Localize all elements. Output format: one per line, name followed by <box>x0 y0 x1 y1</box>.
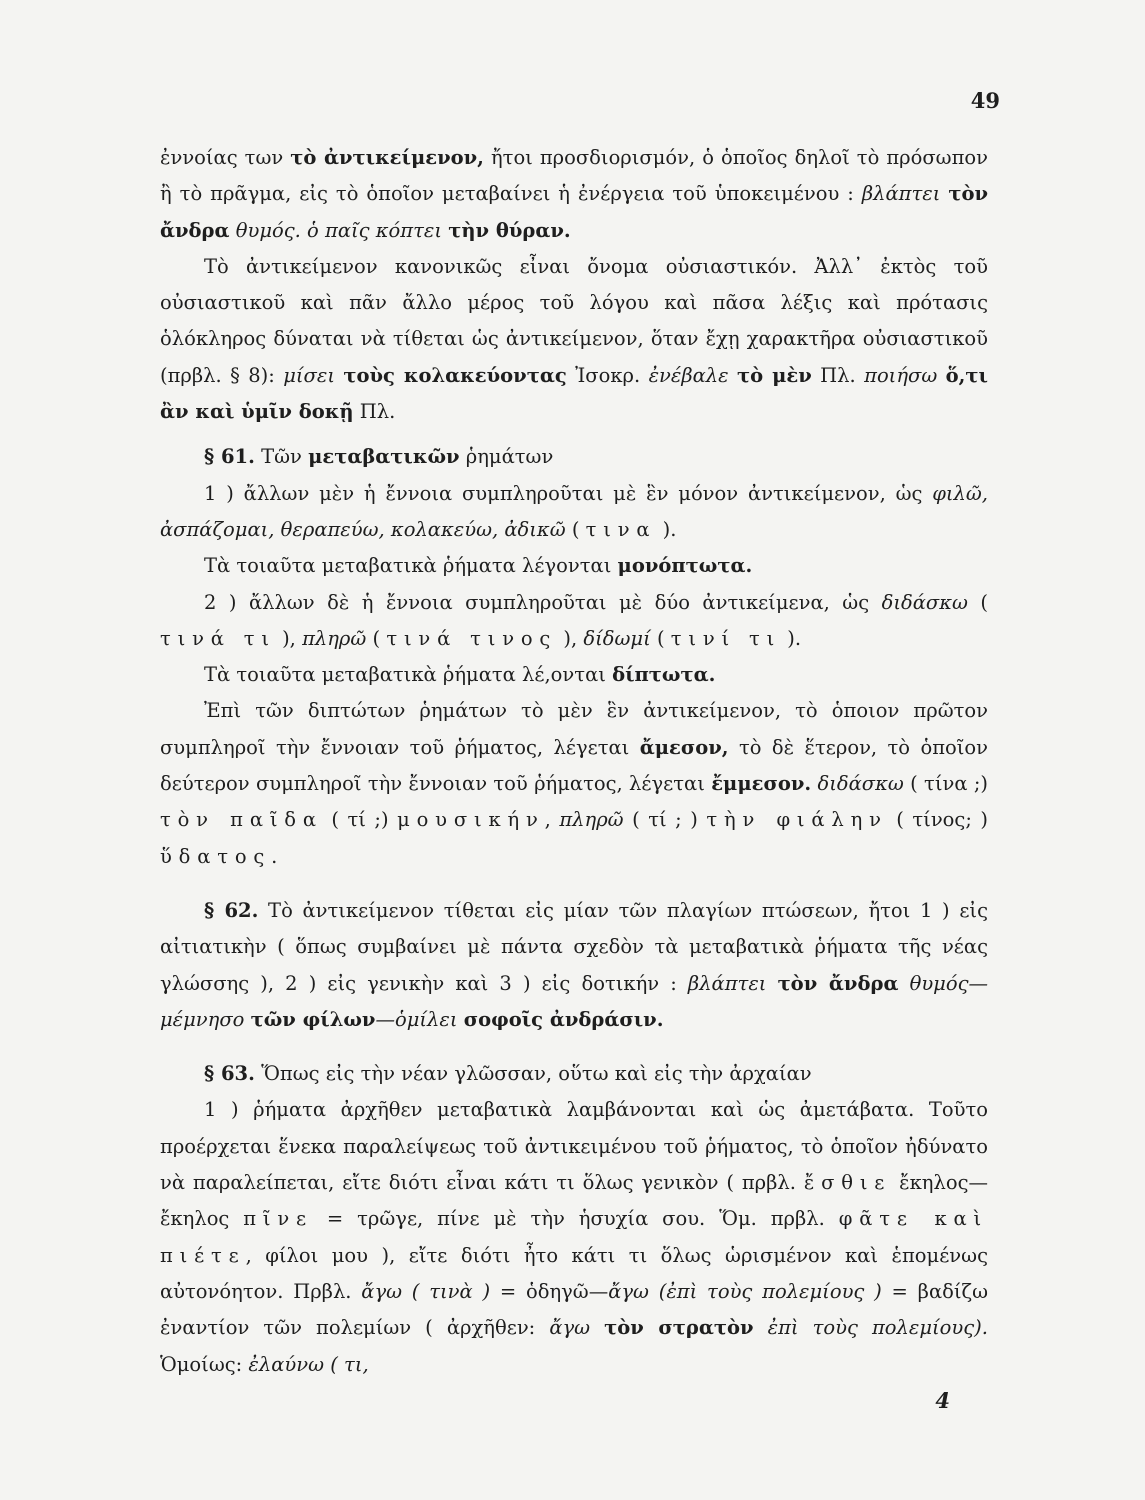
text-run: ( <box>650 626 671 650</box>
paragraph <box>160 657 988 693</box>
bold-text: τὸν ἄνδρα <box>777 971 899 995</box>
bold-text: ἄμεσον, <box>639 735 729 759</box>
text-run: Ὁμοίως: <box>160 1352 249 1376</box>
text-run: ῥημάτων <box>459 445 554 469</box>
italic-text: βλάπτει <box>861 182 941 206</box>
text-run: Πλ. <box>353 400 396 424</box>
bold-text: μεταβατικῶν <box>308 445 460 469</box>
text-run: Τὸ ἀντικείμενον τίθεται εἰς μίαν τῶν πλαγίων πτώσεων, ἤτοι 1 ) εἰς αἰτιατικὴν ( ὅπως συμβαίνει μὲ πάντα σχεδὸν τὰ μεταβατικὰ ῥήματα τῆς νέας γλώσσης ), 2 ) εἰς γενικὴν καὶ 3 ) εἰς δοτικήν : <box>160 898 988 995</box>
text-run: 2 ) ἄλλων δὲ ἡ ἔννοια συμπληροῦται μὲ δύο ἀντικείμενα, ὡς <box>204 590 882 614</box>
italic-text: θυμός. ὁ παῖς κόπτει <box>235 218 442 242</box>
text-run: ). <box>656 517 677 541</box>
text-run: Ὅπως εἰς τὴν νέαν γλῶσσαν, οὕτω καὶ εἰς τὴν ἀρχαίαν <box>254 1062 812 1086</box>
text-run: ( <box>366 626 387 650</box>
italic-text: ἄγω ( τινὰ ) <box>361 1279 491 1303</box>
page-number: 49 <box>970 88 1000 113</box>
italic-text: ἐνέβαλε <box>648 363 729 387</box>
paragraph <box>160 1056 988 1092</box>
italic-text: μίσει <box>283 363 335 387</box>
bold-text: § 63. <box>204 1062 255 1086</box>
spaced-text: τινί τι <box>670 626 782 650</box>
text-run <box>754 1316 768 1339</box>
text-run: ), <box>557 626 584 650</box>
paragraph <box>160 693 988 874</box>
italic-text: πληρῶ <box>559 808 624 832</box>
bold-text: ὅ,τι ἂν καὶ ὑμῖν δοκῇ <box>160 363 988 424</box>
spaced-text: τὸν παῖδα <box>160 808 323 832</box>
text-run: = τρῶγε, πίνε μὲ τὴν ἡσυχία σου. Ὅμ. πρβλ. <box>312 1207 839 1231</box>
bold-text: § 61. <box>204 445 255 469</box>
text-run: ( <box>565 517 586 541</box>
text-run: Πλ. <box>811 363 865 387</box>
bold-text: σοφοῖς ἀνδράσιν. <box>463 1007 664 1031</box>
spaced-text: φᾶτε καὶ πιέτε <box>160 1207 988 1267</box>
bold-text: τὸν ἄνδρα <box>160 182 988 242</box>
text-run: ἐννοίας των <box>160 146 291 169</box>
text-run <box>729 364 737 387</box>
text-run: ), <box>275 626 303 650</box>
text-run <box>898 972 909 995</box>
text-run: ( τί ;) <box>322 808 398 832</box>
spaced-text: τινα <box>585 517 657 541</box>
bold-text: δίπτωτα. <box>612 663 716 687</box>
spaced-text: ὕδατος <box>160 844 272 868</box>
text-run: ( τίνος; ) <box>887 808 989 832</box>
text-run: ἔκηλος—ἔκηλος <box>160 1171 988 1231</box>
spaced-text: τινά τι <box>160 626 276 650</box>
bold-text: τὴν θύραν. <box>448 218 571 242</box>
text-run <box>937 364 945 387</box>
text-run: Τὰ τοιαῦτα μεταβατικὰ ῥήματα λέγονται <box>204 554 618 578</box>
text-run: ( τί ; ) <box>623 808 707 832</box>
text-run: 1 ) ἄλλων μὲν ἡ ἔννοια συμπληροῦται μὲ ἓν μόνον ἀντικείμενον, ὡς <box>204 481 933 505</box>
text-run: = ὁδηγῶ— <box>490 1279 609 1303</box>
text-run: Ἰσοκρ. <box>566 363 649 387</box>
spaced-text: ἔσθιε <box>803 1171 892 1195</box>
spaced-text: πῖνε <box>243 1207 313 1231</box>
text-run: . <box>271 844 278 868</box>
bold-text: τοὺς κολακεύοντας <box>343 363 567 387</box>
spaced-text: μουσικήν <box>397 808 545 832</box>
signature-mark: 4 <box>935 1388 950 1413</box>
text-run: ( <box>967 590 988 614</box>
italic-text: βλάπτει <box>687 971 767 995</box>
paragraph <box>160 249 988 430</box>
text-run: = βαδίζω ἐναντίον τῶν πολεμίων ( ἀρχῆθεν: <box>160 1279 988 1340</box>
bold-text: μονόπτωτα. <box>617 554 753 578</box>
bold-text: § 62. <box>204 898 259 922</box>
text-run <box>766 972 777 995</box>
paragraph <box>160 585 988 658</box>
bold-text: ἔμμεσον. <box>711 772 812 796</box>
bold-text: τὸν στρατὸν <box>604 1316 754 1340</box>
italic-text: ποιήσω <box>864 363 938 387</box>
paragraph <box>160 476 988 549</box>
paragraph <box>160 1092 988 1382</box>
italic-text: διδάσκω <box>817 772 904 796</box>
paragraph <box>160 893 988 1038</box>
text-run: Τὰ τοιαῦτα μεταβατικὰ ῥήματα λέ,ονται <box>204 663 613 687</box>
body-text <box>160 140 988 1383</box>
paragraph <box>160 140 988 249</box>
paragraph <box>160 548 988 584</box>
italic-text: δίδωμί <box>583 626 651 650</box>
text-run: ). <box>781 626 802 650</box>
text-run: Τὸ ἀντικείμενον κανονικῶς εἶναι ὄνομα οὐσιαστικόν. Ἀλλ᾽ ἐκτὸς τοῦ οὐσιαστικοῦ καὶ πᾶν ἄλλο μέρος τοῦ λόγου καὶ πᾶσα λέξις καὶ πρότασις ὁλόκληρος δύναται νὰ τίθεται ὡς ἀντικείμενον, ὅταν ἔχῃ χαρακτῆρα οὐσιαστικοῦ (πρβλ. § 8): <box>160 254 988 387</box>
text-run: , φίλοι μου ), εἴτε διότι ἦτο κάτι τι ὅλως ὡρισμένον καὶ ἑπομένως αὐτονόητον. Πρβλ. <box>160 1243 988 1303</box>
italic-text: ἄγω <box>549 1316 591 1340</box>
italic-text: θυμός—μέμνησο <box>160 971 989 1031</box>
spaced-text: τὴν φιάλην <box>706 808 888 832</box>
text-run: 1 ) ῥήματα ἀρχῆθεν μεταβατικὰ λαμβάνονται καὶ ὡς ἀμετάβατα. Τοῦτο προέρχεται ἕνεκα παραλείψεως τοῦ ἀντικειμένου τοῦ ῥήματος, τὸ ὁποῖον ἠδύνατο νὰ παραλείπεται, εἴτε διότι εἶναι κάτι τι ὅλως γενικὸν ( πρβλ. <box>160 1098 988 1195</box>
italic-text: ἐλαύνω ( τι, <box>248 1352 369 1376</box>
text-run: ἤτοι προσδιορισμόν, ὁ ὁποῖος δηλοῖ τὸ πρόσωπον ἢ τὸ πρᾶγμα, εἰς τὸ ὁποῖον μεταβαίνει ἡ ἐνέργεια τοῦ ὑποκειμένου : <box>160 146 988 206</box>
text-run: τὸ δὲ ἕτερον, τὸ ὁποῖον δεύτερον συμπληροῖ τὴν ἔννοιαν τοῦ ῥήματος, λέγεται <box>160 735 988 796</box>
text-run <box>590 1316 604 1339</box>
italic-text: ἄγω (ἐπὶ τοὺς πολεμίους ) <box>608 1279 882 1303</box>
spaced-text: τινά τινος <box>386 626 558 650</box>
bold-text: τὸ ἀντικείμενον, <box>290 146 484 169</box>
text-run: Ἐπὶ τῶν διπτώτων ῥημάτων τὸ μὲν ἓν ἀντικείμενον, τὸ ὁποιον πρῶτον συμπληροῖ τὴν ἔννοιαν τοῦ ῥήματος, λέγεται <box>160 699 988 759</box>
text-run: , <box>544 808 560 832</box>
italic-text: διδάσκω <box>881 590 968 614</box>
italic-text: —ὁμίλει <box>375 1007 458 1031</box>
italic-text: φιλῶ, ἀσπάζομαι, θεραπεύω, κολακεύω, ἀδικῶ <box>160 481 988 541</box>
text-run: ( τίνα ;) <box>903 772 989 796</box>
text-run: Τῶν <box>254 445 309 469</box>
bold-text: τὸ μὲν <box>737 363 812 387</box>
paragraph <box>160 439 988 475</box>
italic-text: πληρῶ <box>302 626 367 650</box>
bold-text: τῶν φίλων <box>250 1007 376 1031</box>
italic-text: ἐπὶ τοὺς πολεμίους). <box>767 1316 988 1340</box>
